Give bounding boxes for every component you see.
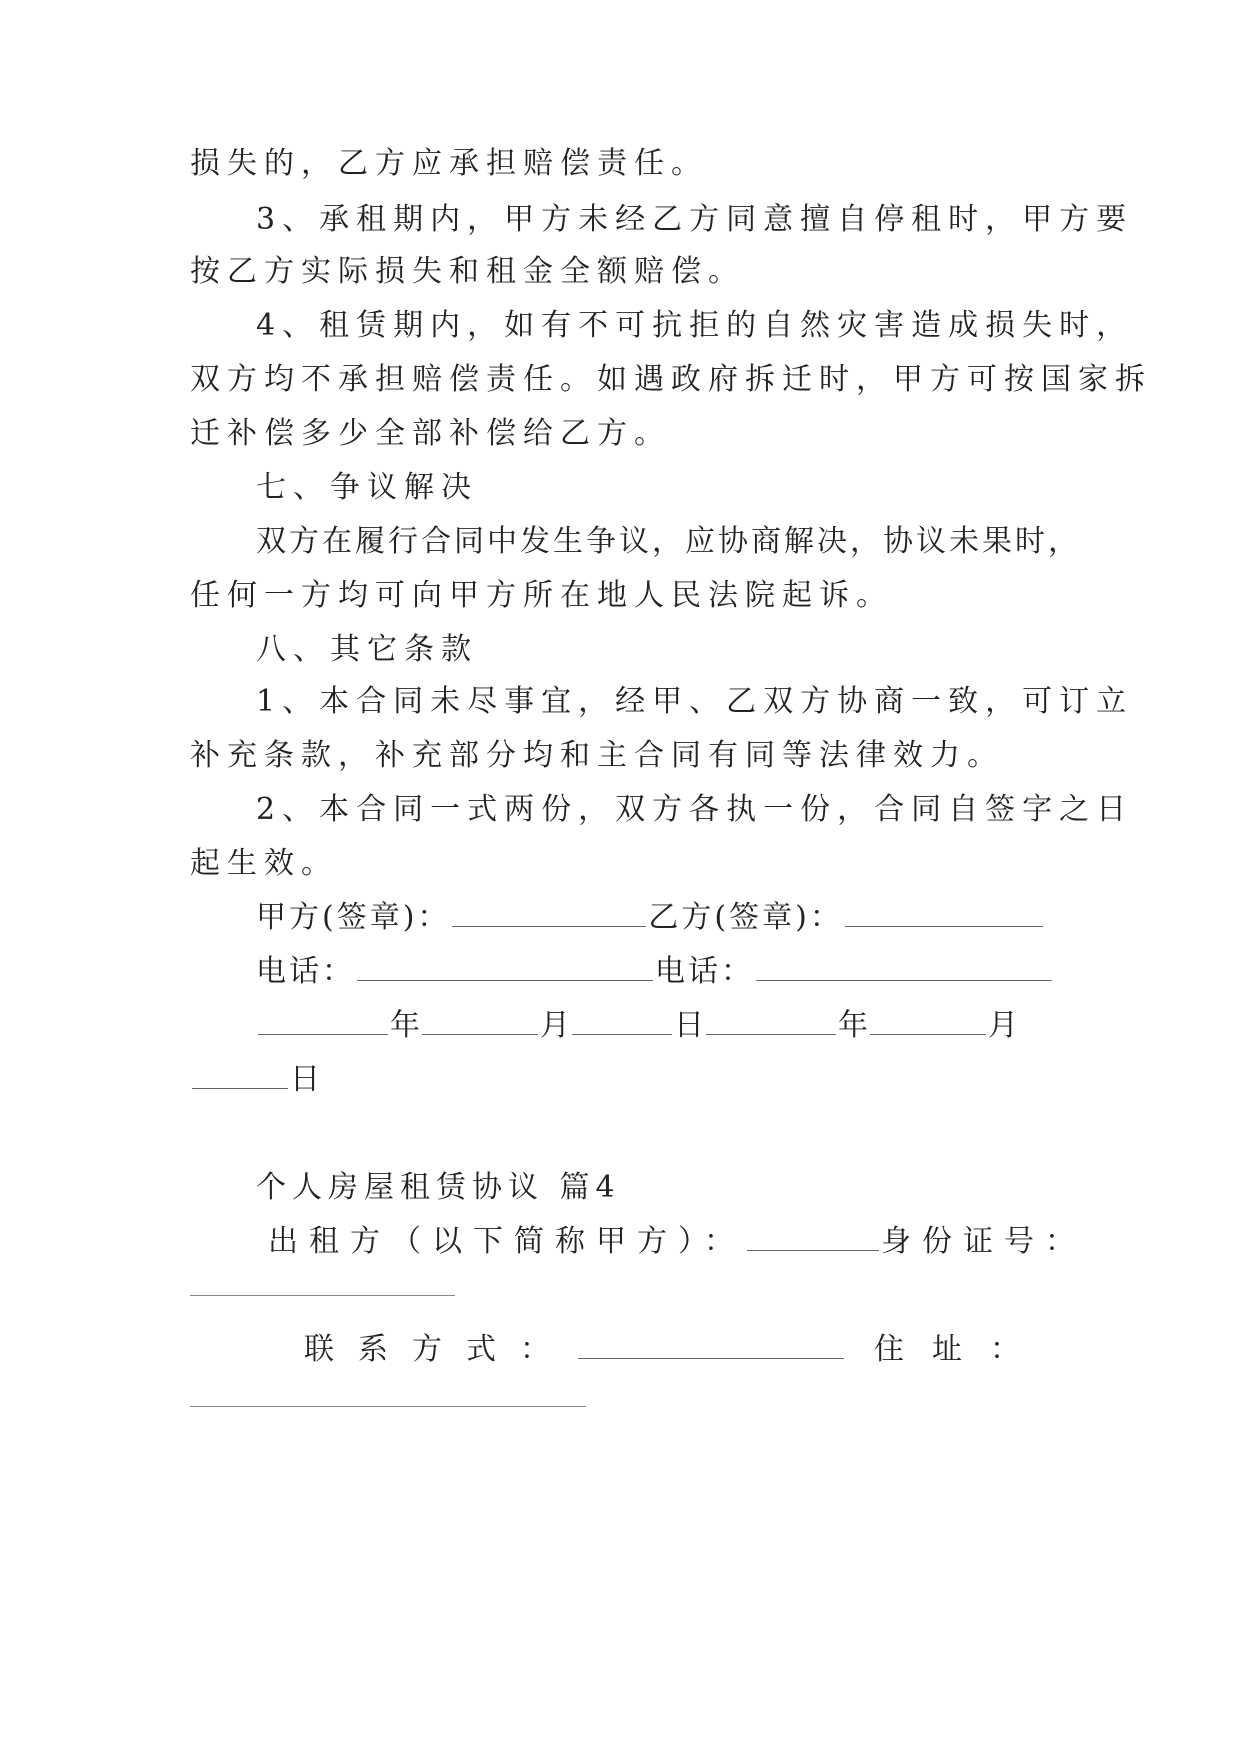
day-b-label: 日 <box>290 1062 320 1097</box>
day-b-blank <box>192 1060 288 1089</box>
text-line: 双方均不承担赔偿责任。如遇政府拆迁时，甲方可按国家拆 <box>190 362 1152 397</box>
document-section-title: 个人房屋租赁协议 篇4 <box>256 1170 621 1205</box>
phone-a-label: 电话： <box>256 954 355 989</box>
day-a-label: 日 <box>674 1008 704 1043</box>
party-b-signature-label: 乙方(签章)： <box>648 900 843 935</box>
month-a-label: 月 <box>540 1008 570 1043</box>
text-line: 1、本合同未尽事宜，经甲、乙双方协商一致，可订立 <box>256 684 1134 719</box>
section-heading: 八、其它条款 <box>256 632 478 667</box>
id-number-blank <box>190 1295 455 1296</box>
text-line: 损失的，乙方应承担赔偿责任。 <box>190 146 708 181</box>
month-b-blank <box>870 1006 986 1035</box>
address-blank <box>190 1406 586 1407</box>
lessor-row <box>268 1222 1086 1262</box>
date-row-continued <box>190 1060 1050 1100</box>
contact-label: 联系方式： <box>304 1332 574 1367</box>
text-line: 双方在履行合同中发生争议，应协商解决，协议未果时， <box>256 524 1081 559</box>
party-a-signature-label: 甲方(签章)： <box>256 900 451 935</box>
month-a-blank <box>422 1006 538 1035</box>
party-b-signature-blank <box>845 898 1043 927</box>
year-a-blank <box>258 1006 388 1035</box>
contact-blank <box>578 1330 844 1359</box>
id-number-label: 身份证号： <box>881 1224 1086 1259</box>
phone-b-blank <box>756 952 1052 981</box>
year-a-label: 年 <box>390 1008 420 1043</box>
phone-row <box>256 952 1116 992</box>
contact-row <box>304 1330 1048 1370</box>
text-line: 迁补偿多少全部补偿给乙方。 <box>190 416 671 451</box>
year-b-blank <box>706 1006 836 1035</box>
day-a-blank <box>572 1006 672 1035</box>
text-line: 起生效。 <box>190 846 338 881</box>
signature-row <box>256 898 1116 938</box>
lessor-label: 出租方（以下简称甲方）： <box>268 1224 745 1259</box>
phone-b-label: 电话： <box>655 954 754 989</box>
lessor-blank <box>747 1222 879 1251</box>
party-a-signature-blank <box>452 898 646 927</box>
date-row <box>256 1006 1116 1046</box>
text-line: 按乙方实际损失和租金全额赔偿。 <box>190 254 745 289</box>
text-line: 4、租赁期内，如有不可抗拒的自然灾害造成损失时， <box>256 308 1134 343</box>
year-b-label: 年 <box>838 1008 868 1043</box>
text-line: 任何一方均可向甲方所在地人民法院起诉。 <box>190 578 893 613</box>
month-b-label: 月 <box>988 1008 1018 1043</box>
section-heading: 七、争议解决 <box>256 470 478 505</box>
text-line: 3、承租期内，甲方未经乙方同意擅自停租时，甲方要 <box>256 202 1134 237</box>
text-line: 2、本合同一式两份，双方各执一份，合同自签字之日 <box>256 792 1134 827</box>
phone-a-blank <box>357 952 653 981</box>
address-label: 住址： <box>874 1332 1048 1367</box>
text-line: 补充条款，补充部分均和主合同有同等法律效力。 <box>190 738 1004 773</box>
